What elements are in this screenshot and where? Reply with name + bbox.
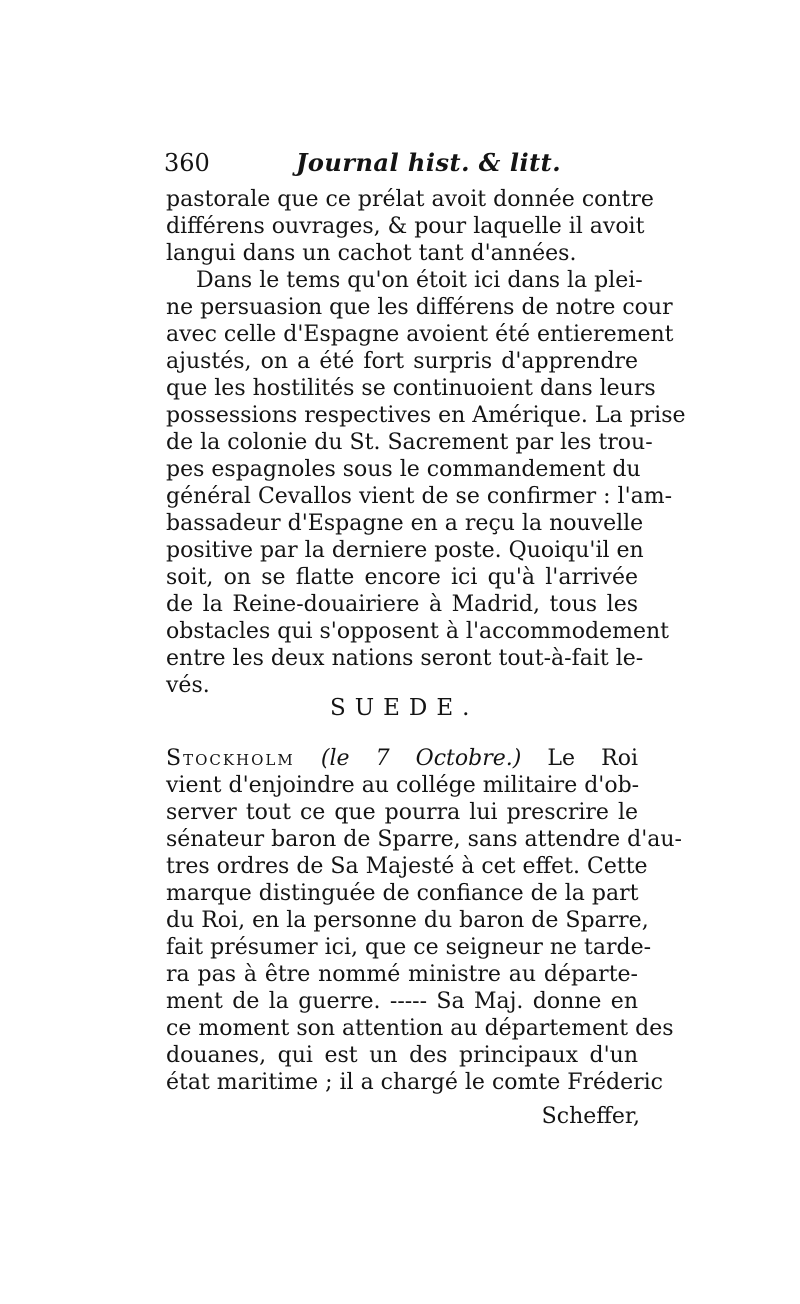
text-line: du Roi, en la personne du baron de Sparre,: [166, 908, 649, 933]
dateline-place: Stockholm: [166, 746, 295, 771]
text-line: soit, on se flatte encore ici qu'à l'arrivée: [166, 565, 638, 590]
text-line: fait présumer ici, que ce seigneur ne tarde-: [166, 935, 652, 960]
page-header: [164, 148, 644, 178]
text-line: de la Reine-douairiere à Madrid, tous les: [166, 592, 638, 617]
text-line: ra pas à être nommé ministre au départe-: [166, 962, 638, 987]
body-text-top: [166, 186, 686, 699]
text-line: ment de la guerre. ----- Sa Maj. donne en: [166, 989, 638, 1014]
text-line: sénateur baron de Sparre, sans attendre d'au-: [166, 827, 682, 852]
text-line: pastorale que ce prélat avoit donnée contre: [166, 187, 654, 212]
running-title: Journal hist. & litt.: [296, 148, 562, 177]
page-number: 360: [164, 149, 210, 177]
text-line: server tout ce que pourra lui prescrire le: [166, 800, 638, 825]
text-line: bassadeur d'Espagne en a reçu la nouvelle: [166, 511, 644, 536]
section-heading: SUEDE.: [330, 695, 479, 721]
text-line: que les hostilités se continuoient dans leurs: [166, 376, 656, 401]
text-line: ce moment son attention au département des: [166, 1016, 674, 1041]
text-line: marque distinguée de confiance de la part: [166, 881, 639, 906]
text-line: positive par la derniere poste. Quoiqu'il en: [166, 538, 644, 563]
text-line: de la colonie du St. Sacrement par les trou-: [166, 430, 653, 455]
catchword: Scheffer,: [541, 1104, 640, 1129]
text-line: vés.: [166, 673, 210, 698]
text-line: douanes, qui est un des principaux d'un: [166, 1043, 638, 1068]
text-line: possessions respectives en Amérique. La prise: [166, 403, 686, 428]
dateline-rest: Le Roi: [521, 746, 638, 771]
text-line: ajustés, on a été fort surpris d'apprendre: [166, 349, 638, 374]
text-line: langui dans un cachot tant d'années.: [166, 241, 577, 266]
text-line: tres ordres de Sa Majesté à cet effet. Cette: [166, 854, 648, 879]
text-line: général Cevallos vient de se confirmer : l'am-: [166, 484, 673, 509]
text-line: Dans le tems qu'on étoit ici dans la plei-: [196, 268, 643, 293]
text-line: état maritime ; il a chargé le comte Fréderic: [166, 1070, 663, 1095]
dateline-line: [166, 745, 638, 772]
text-line: avec celle d'Espagne avoient été entierement: [166, 322, 674, 347]
text-line: vient d'enjoindre au collége militaire d'ob-: [166, 773, 640, 798]
text-line: obstacles qui s'opposent à l'accommodement: [166, 619, 669, 644]
dateline-date: (le 7 Octobre.): [320, 746, 522, 771]
text-line: pes espagnoles sous le commandement du: [166, 457, 641, 482]
text-line: ne persuasion que les différens de notre cour: [166, 295, 673, 320]
text-line: entre les deux nations seront tout-à-fait le-: [166, 646, 644, 671]
body-text-bottom: [166, 745, 682, 1096]
text-line: différens ouvrages, & pour laquelle il avoit: [166, 214, 645, 239]
